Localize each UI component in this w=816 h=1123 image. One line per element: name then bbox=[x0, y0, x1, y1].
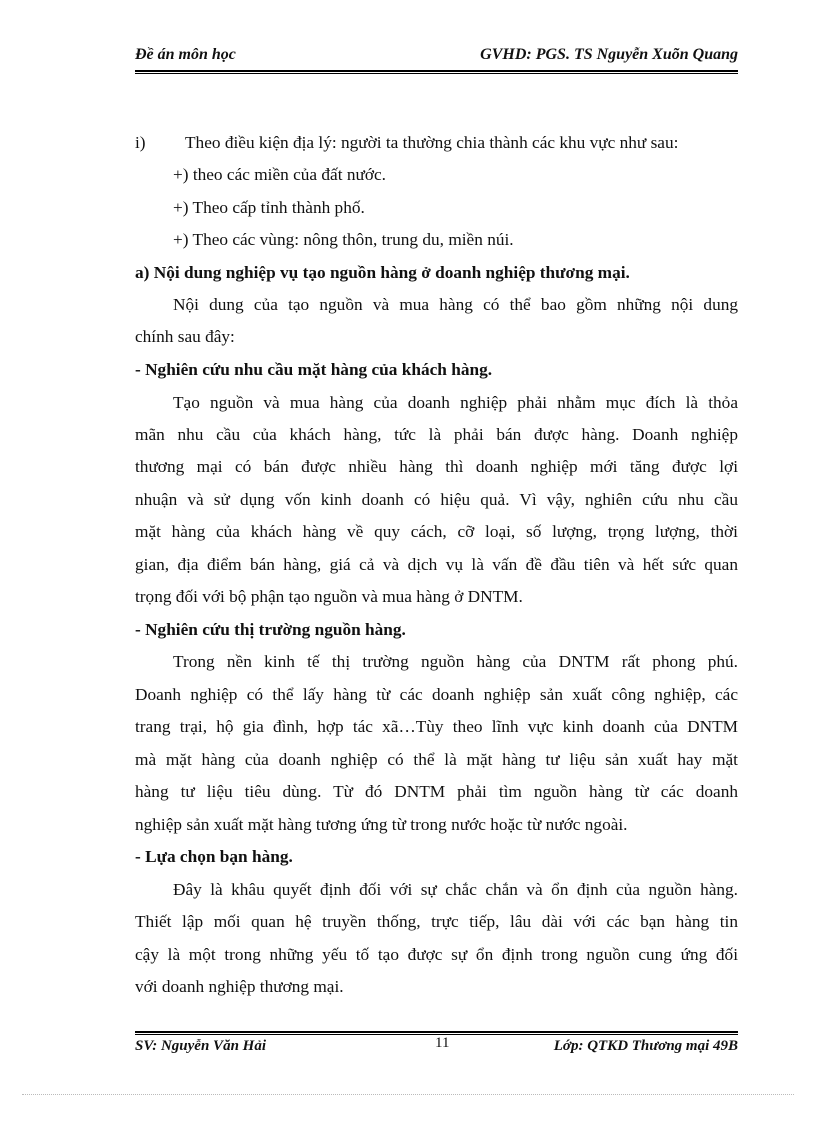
footer-class: Lớp: QTKD Thương mại 49B bbox=[553, 1038, 738, 1054]
page-bottom-divider bbox=[22, 1094, 794, 1095]
paragraph-line: mãn nhu cầu của khách hàng, tức là phải bán được hàng. Doanh nghiệp bbox=[135, 425, 738, 444]
paragraph-line: Theo điều kiện địa lý: người ta thường chia thành các khu vực như sau: bbox=[185, 133, 679, 152]
page-footer bbox=[135, 1035, 738, 1059]
paragraph-line: Đây là khâu quyết định đối với sự chắc chắn và ổn định của nguồn hàng. bbox=[173, 880, 738, 899]
paragraph-line: Nội dung của tạo nguồn và mua hàng có thể bao gồm những nội dung bbox=[173, 295, 738, 314]
header-course-title: Đề án môn học bbox=[135, 46, 236, 63]
footer-student-name: SV: Nguyễn Văn Hải bbox=[135, 1038, 266, 1054]
paragraph-line: hàng tư liệu tiêu dùng. Từ đó DNTM phải tìm nguồn hàng từ các doanh bbox=[135, 782, 738, 801]
paragraph-line: +) Theo các vùng: nông thôn, trung du, miền núi. bbox=[173, 230, 514, 249]
header-rule-thin bbox=[135, 73, 738, 74]
page-number: 11 bbox=[435, 1035, 450, 1051]
paragraph-line: Trong nền kinh tế thị trường nguồn hàng của DNTM rất phong phú. bbox=[173, 652, 738, 671]
header-supervisor: GVHD: PGS. TS Nguyễn Xuõn Quang bbox=[480, 46, 738, 63]
section-heading: a) Nội dung nghiệp vụ tạo nguồn hàng ở doanh nghiệp thương mại. bbox=[135, 263, 630, 282]
paragraph-line: +) Theo cấp tỉnh thành phố. bbox=[173, 198, 365, 217]
paragraph-line: chính sau đây: bbox=[135, 327, 235, 346]
footer-rule-thick bbox=[135, 1031, 738, 1033]
paragraph-line: gian, địa điểm bán hàng, giá cả và dịch vụ là vấn đề đầu tiên và hết sức quan bbox=[135, 555, 738, 574]
paragraph-line: nhuận và sử dụng vốn kinh doanh có hiệu quả. Vì vậy, nghiên cứu nhu cầu bbox=[135, 490, 738, 509]
paragraph-line: nghiệp sản xuất mặt hàng tương ứng từ trong nước hoặc từ nước ngoài. bbox=[135, 815, 628, 834]
paragraph-line: Doanh nghiệp có thể lấy hàng từ các doanh nghiệp sản xuất công nghiệp, các bbox=[135, 685, 738, 704]
page-header bbox=[135, 44, 738, 68]
paragraph-line: +) theo các miền của đất nước. bbox=[173, 165, 386, 184]
section-heading: - Lựa chọn bạn hàng. bbox=[135, 847, 293, 866]
paragraph-line: cậy là một trong những yếu tố tạo được sự ổn định trong nguồn cung ứng đối bbox=[135, 945, 738, 964]
paragraph-line: mặt hàng của khách hàng về quy cách, cỡ loại, số lượng, trọng lượng, thời bbox=[135, 522, 738, 541]
section-heading: - Nghiên cứu thị trường nguồn hàng. bbox=[135, 620, 406, 639]
header-rule-thick bbox=[135, 70, 738, 72]
paragraph-line: Thiết lập mối quan hệ truyền thống, trực tiếp, lâu dài với các bạn hàng tin bbox=[135, 912, 738, 931]
list-marker: i) bbox=[135, 133, 146, 152]
section-heading: - Nghiên cứu nhu cầu mặt hàng của khách hàng. bbox=[135, 360, 493, 379]
paragraph-line: mà mặt hàng của doanh nghiệp có thể là mặt hàng tư liệu sản xuất hay mặt bbox=[135, 750, 738, 769]
paragraph-line: Tạo nguồn và mua hàng của doanh nghiệp phải nhằm mục đích là thỏa bbox=[173, 393, 738, 412]
paragraph-line: trang trại, hộ gia đình, hợp tác xã…Tùy theo lĩnh vực kinh doanh của DNTM bbox=[135, 717, 738, 736]
paragraph-line: thương mại có bán được nhiều hàng thì doanh nghiệp mới tăng được lợi bbox=[135, 457, 738, 476]
paragraph-line: trọng đối với bộ phận tạo nguồn và mua hàng ở DNTM. bbox=[135, 587, 523, 606]
paragraph-line: với doanh nghiệp thương mại. bbox=[135, 977, 344, 996]
